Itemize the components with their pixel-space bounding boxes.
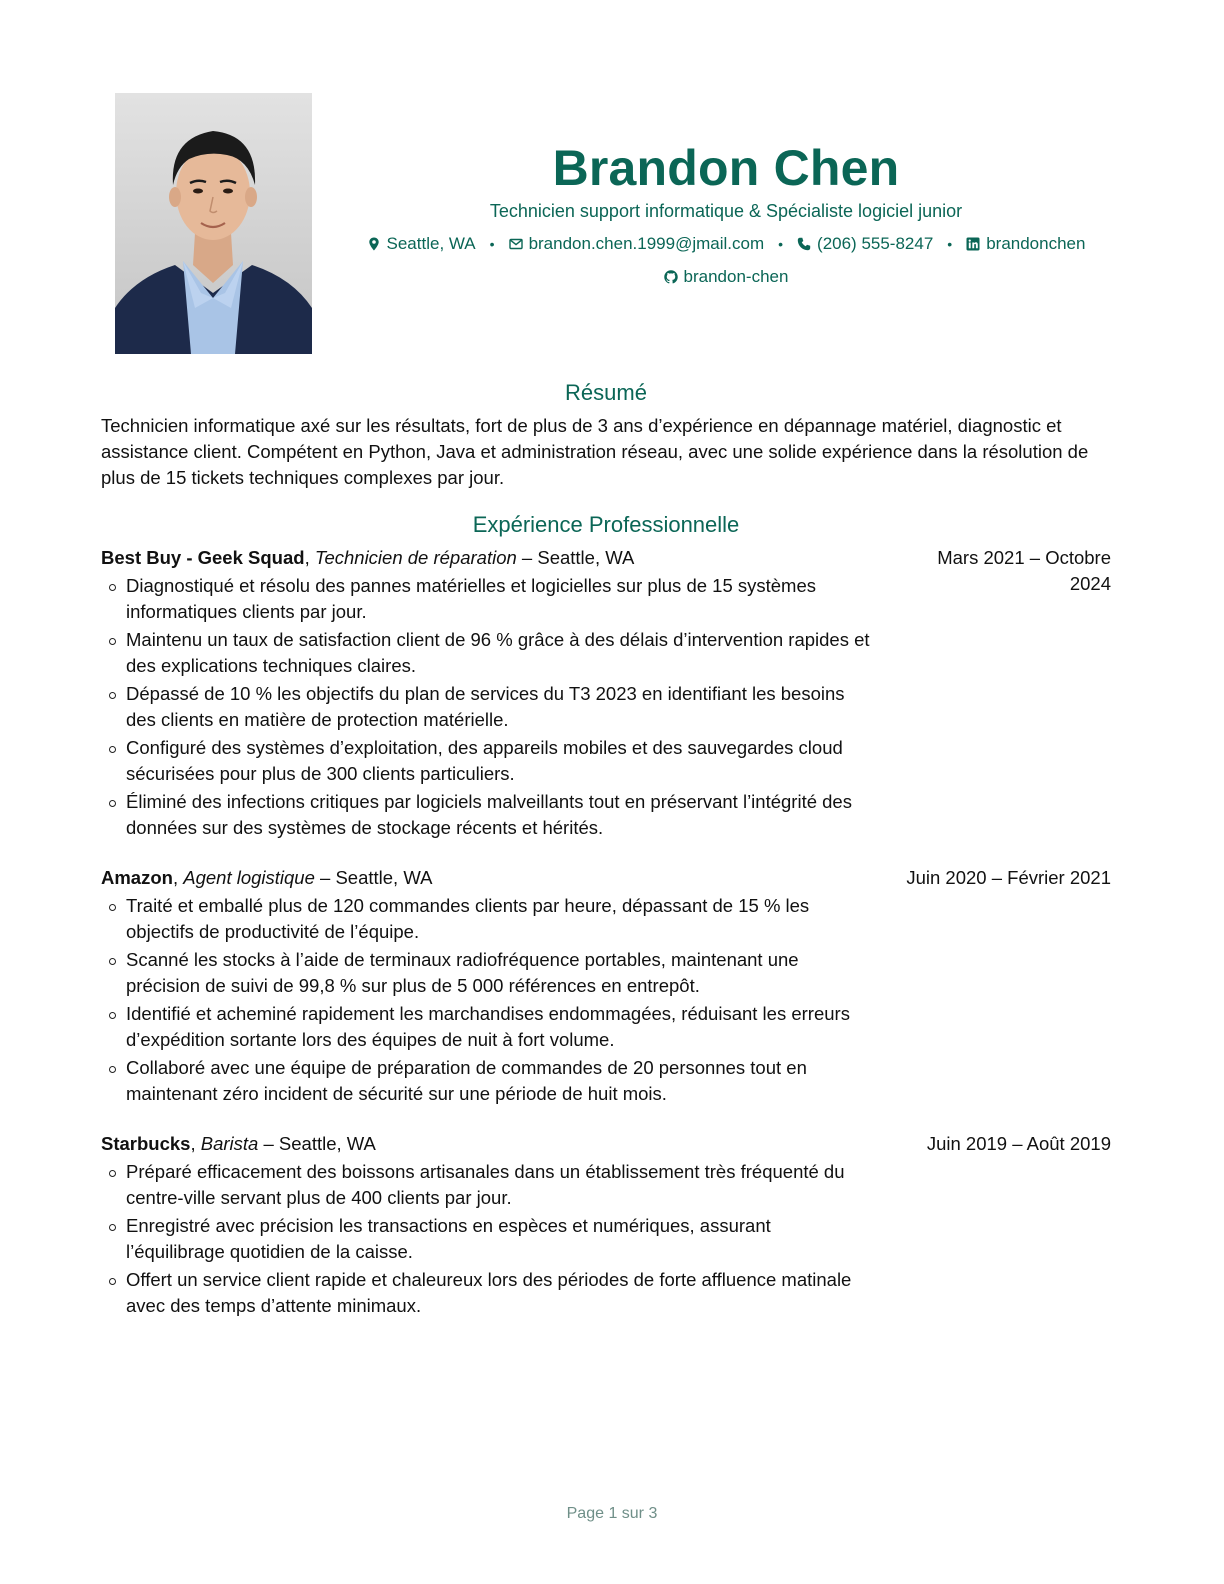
email-text[interactable]: brandon.chen.1999@jmail.com (528, 234, 765, 254)
list-item: Maintenu un taux de satisfaction client de 96 % grâce à des délais d’intervention rapides et des explications techniques claires. (101, 627, 871, 679)
linkedin-text[interactable]: brandonchen (986, 234, 1086, 254)
job-role: Agent logistique (183, 867, 315, 888)
summary-text: Technicien informatique axé sur les résultats, fort de plus de 3 ans d’expérience en dépannage matériel, diagnostic et assistance client. Compétent en Python, Java et administration réseau, avec une solide expérience dans la résolution de plus de 15 tickets techniques complexes par jour. (101, 415, 1089, 488)
separator-dot: • (489, 236, 495, 253)
mail-icon (509, 237, 523, 251)
candidate-subtitle: Technicien support informatique & Spécialiste logiciel junior (489, 201, 963, 221)
job-bullets (101, 573, 871, 841)
job-location: – Seattle, WA (521, 547, 635, 568)
phone-icon (797, 237, 811, 251)
list-item: Préparé efficacement des boissons artisanales dans un établissement très fréquenté du centre-ville servant plus de 400 clients par jour. (101, 1159, 871, 1211)
contact-line (340, 233, 1112, 255)
list-item: Éliminé des infections critiques par logiciels malveillants tout en préservant l’intégrité des données sur des systèmes de stockage récents et hérités. (101, 789, 871, 841)
job-company: Starbucks (101, 1133, 191, 1154)
job-dates: Juin 2019 – Août 2019 (926, 1133, 1111, 1154)
list-item: Identifié et acheminé rapidement les marchandises endommagées, réduisant les erreurs d’expédition sortante lors des équipes de nuit à fort volume. (101, 1001, 871, 1053)
job-entry-amazon (101, 865, 1111, 1109)
map-pin-icon (367, 237, 381, 251)
experience-heading: Expérience Professionnelle (472, 512, 740, 537)
contact-location (367, 233, 476, 255)
job-dates: Juin 2020 – Février 2021 (906, 867, 1111, 888)
job-header: Best Buy - Geek Squad, Technicien de réparation – Seattle, WA Mars 2021 – Octobre 2024 (101, 545, 1111, 571)
list-item: Enregistré avec précision les transactions en espèces et numériques, assurant l’équilibrage quotidien de la caisse. (101, 1213, 871, 1265)
job-company: Amazon (101, 867, 173, 888)
location-text: Seattle, WA (386, 234, 476, 254)
summary-heading: Résumé (565, 380, 647, 405)
separator-dot: • (778, 236, 784, 253)
list-item: Dépassé de 10 % les objectifs du plan de services du T3 2023 en identifiant les besoins des clients en matière de protection matérielle. (101, 681, 871, 733)
contact-line-2 (340, 267, 1112, 287)
list-item: Offert un service client rapide et chaleureux lors des périodes de forte affluence matinale avec des temps d’attente minimaux. (101, 1267, 871, 1319)
job-bullets (101, 893, 871, 1107)
contact-phone[interactable] (797, 233, 933, 255)
profile-photo (115, 93, 312, 354)
job-role: Barista (200, 1133, 259, 1154)
list-item: Collaboré avec une équipe de préparation de commandes de 20 personnes tout en maintenant zéro incident de sécurité sur une période de huit mois. (101, 1055, 871, 1107)
job-role: Technicien de réparation (314, 547, 517, 568)
separator-dot: • (947, 236, 953, 253)
page-number: Page 1 sur 3 (566, 1505, 658, 1522)
list-item: Traité et emballé plus de 120 commandes clients par heure, dépassant de 15 % les objectifs de productivité de l’équipe. (101, 893, 871, 945)
job-bullets (101, 1159, 871, 1319)
list-item: Scanné les stocks à l’aide de terminaux radiofréquence portables, maintenant une précision de suivi de 99,8 % sur plus de 5 000 références en entrepôt. (101, 947, 871, 999)
contact-email[interactable] (509, 233, 765, 255)
list-item: Diagnostiqué et résolu des pannes matérielles et logicielles sur plus de 15 systèmes informatiques clients par jour. (101, 573, 871, 625)
job-entry-starbucks (101, 1131, 1111, 1321)
list-item: Configuré des systèmes d’exploitation, des appareils mobiles et des sauvegardes cloud sécurisées pour plus de 300 clients particuliers. (101, 735, 871, 787)
job-header: Amazon, Agent logistique – Seattle, WA Juin 2020 – Février 2021 (101, 865, 1111, 891)
job-dates: Mars 2021 – Octobre 2024 (937, 547, 1111, 594)
resume-header (340, 140, 1112, 287)
job-company: Best Buy - Geek Squad (101, 547, 305, 568)
contact-github[interactable] (664, 267, 789, 287)
job-location: – Seattle, WA (320, 867, 433, 888)
contact-linkedin[interactable] (966, 233, 1085, 255)
github-text[interactable]: brandon-chen (683, 267, 789, 287)
phone-text[interactable]: (206) 555-8247 (817, 234, 934, 254)
candidate-name: Brandon Chen (552, 140, 900, 196)
github-icon (664, 270, 678, 284)
job-entry-bestbuy (101, 545, 1111, 843)
job-header: Starbucks, Barista – Seattle, WA Juin 2019 – Août 2019 (101, 1131, 1111, 1157)
linkedin-icon (966, 237, 980, 251)
job-location: – Seattle, WA (263, 1133, 376, 1154)
